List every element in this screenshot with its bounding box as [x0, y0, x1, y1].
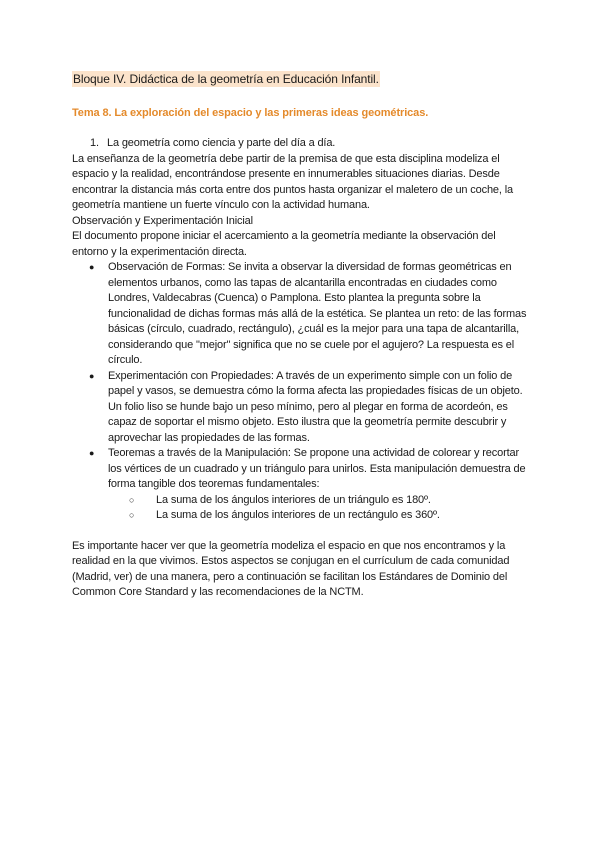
- numbered-item: [90, 136, 532, 152]
- bullet-dot-icon: ●: [89, 262, 95, 272]
- closing-paragraph: Es importante hacer ver que la geometría modeliza el espacio en que nos encontramos y la realidad en la que vivimos. Estos aspectos se conjugan en el currículum de cada comunidad (Madrid, ver) de una manera, pero a continuación se facilitan los Estándares de Dominio del Common Core Standard y las recomendaciones de la NCTM.: [72, 539, 510, 598]
- list-item: [72, 446, 532, 524]
- list-item: [72, 369, 532, 447]
- list-item: [72, 260, 532, 369]
- intro-paragraph: La enseñanza de la geometría debe partir de la premisa de que esta disciplina modeliza el espacio y la realidad, encontrándose presente en innumerables situaciones diarias. Desde encontrar la distancia más corta entre dos puntos hasta organizar el maletero de un coche, la geometría mantiene un fuerte vínculo con la actividad humana.: [72, 152, 513, 211]
- bullet-text: Teoremas a través de la Manipulación: Se propone una actividad de colorear y recortar los vértices de un cuadrado y un triángulo para unirlos. Esta manipulación demuestra de forma tangible dos teoremas fundamentales:: [108, 447, 526, 490]
- document-page: [72, 70, 532, 601]
- item-number: 1.: [90, 137, 99, 149]
- bullet-dot-icon: ●: [89, 448, 95, 458]
- sub-bullet-text: La suma de los ángulos interiores de un rectángulo es 360º.: [156, 509, 440, 521]
- bullet-circle-icon: ○: [129, 494, 135, 505]
- section-subheading: Observación y Experimentación Inicial: [72, 214, 253, 227]
- bullet-list: [72, 260, 532, 524]
- sub-bullet-list: [108, 493, 532, 524]
- item-text: La geometría como ciencia y parte del día a día.: [107, 137, 336, 149]
- block-heading: Bloque IV. Didáctica de la geometría en Educación Infantil.: [73, 72, 379, 86]
- sub-bullet-text: La suma de los ángulos interiores de un triángulo es 180º.: [156, 493, 431, 506]
- bullet-dot-icon: ●: [89, 370, 95, 381]
- section-intro: El documento propone iniciar el acercamiento a la geometría mediante la observación del entorno y la experimentación directa.: [72, 230, 496, 258]
- sub-list-item: [72, 508, 532, 524]
- sub-list-item: [72, 493, 532, 509]
- topic-title: Tema 8. La exploración del espacio y las primeras ideas geométricas.: [72, 107, 429, 119]
- bullet-text: Observación de Formas: Se invita a observar la diversidad de formas geométricas en elementos urbanos, como las tapas de alcantarilla encontradas en ciudades como Londres, Valdecabras (Cuenca) o Pamplona. Esto plantea la pregunta sobre la funcionalidad de dichas formas más allá de la estética. Se plantea un reto: de las formas básicas (círculo, cuadrado, rectángulo), ¿cuál es la mejor para una tapa de alcantarilla, considerando que "mejor" significa que no se cuele por el agujero? La respuesta es el círculo.: [108, 261, 527, 366]
- bullet-circle-icon: ○: [129, 510, 135, 520]
- bullet-text: Experimentación con Propiedades: A través de un experimento simple con un folio de papel y vasos, se demuestra cómo la forma afecta las propiedades físicas de un objeto. Un folio liso se hunde bajo un peso mínimo, pero al plegar en forma de acordeón, es capaz de soportar el mismo objeto. Esto ilustra que la geometría permite descubrir y aprovechar las propiedades de las formas.: [108, 369, 523, 444]
